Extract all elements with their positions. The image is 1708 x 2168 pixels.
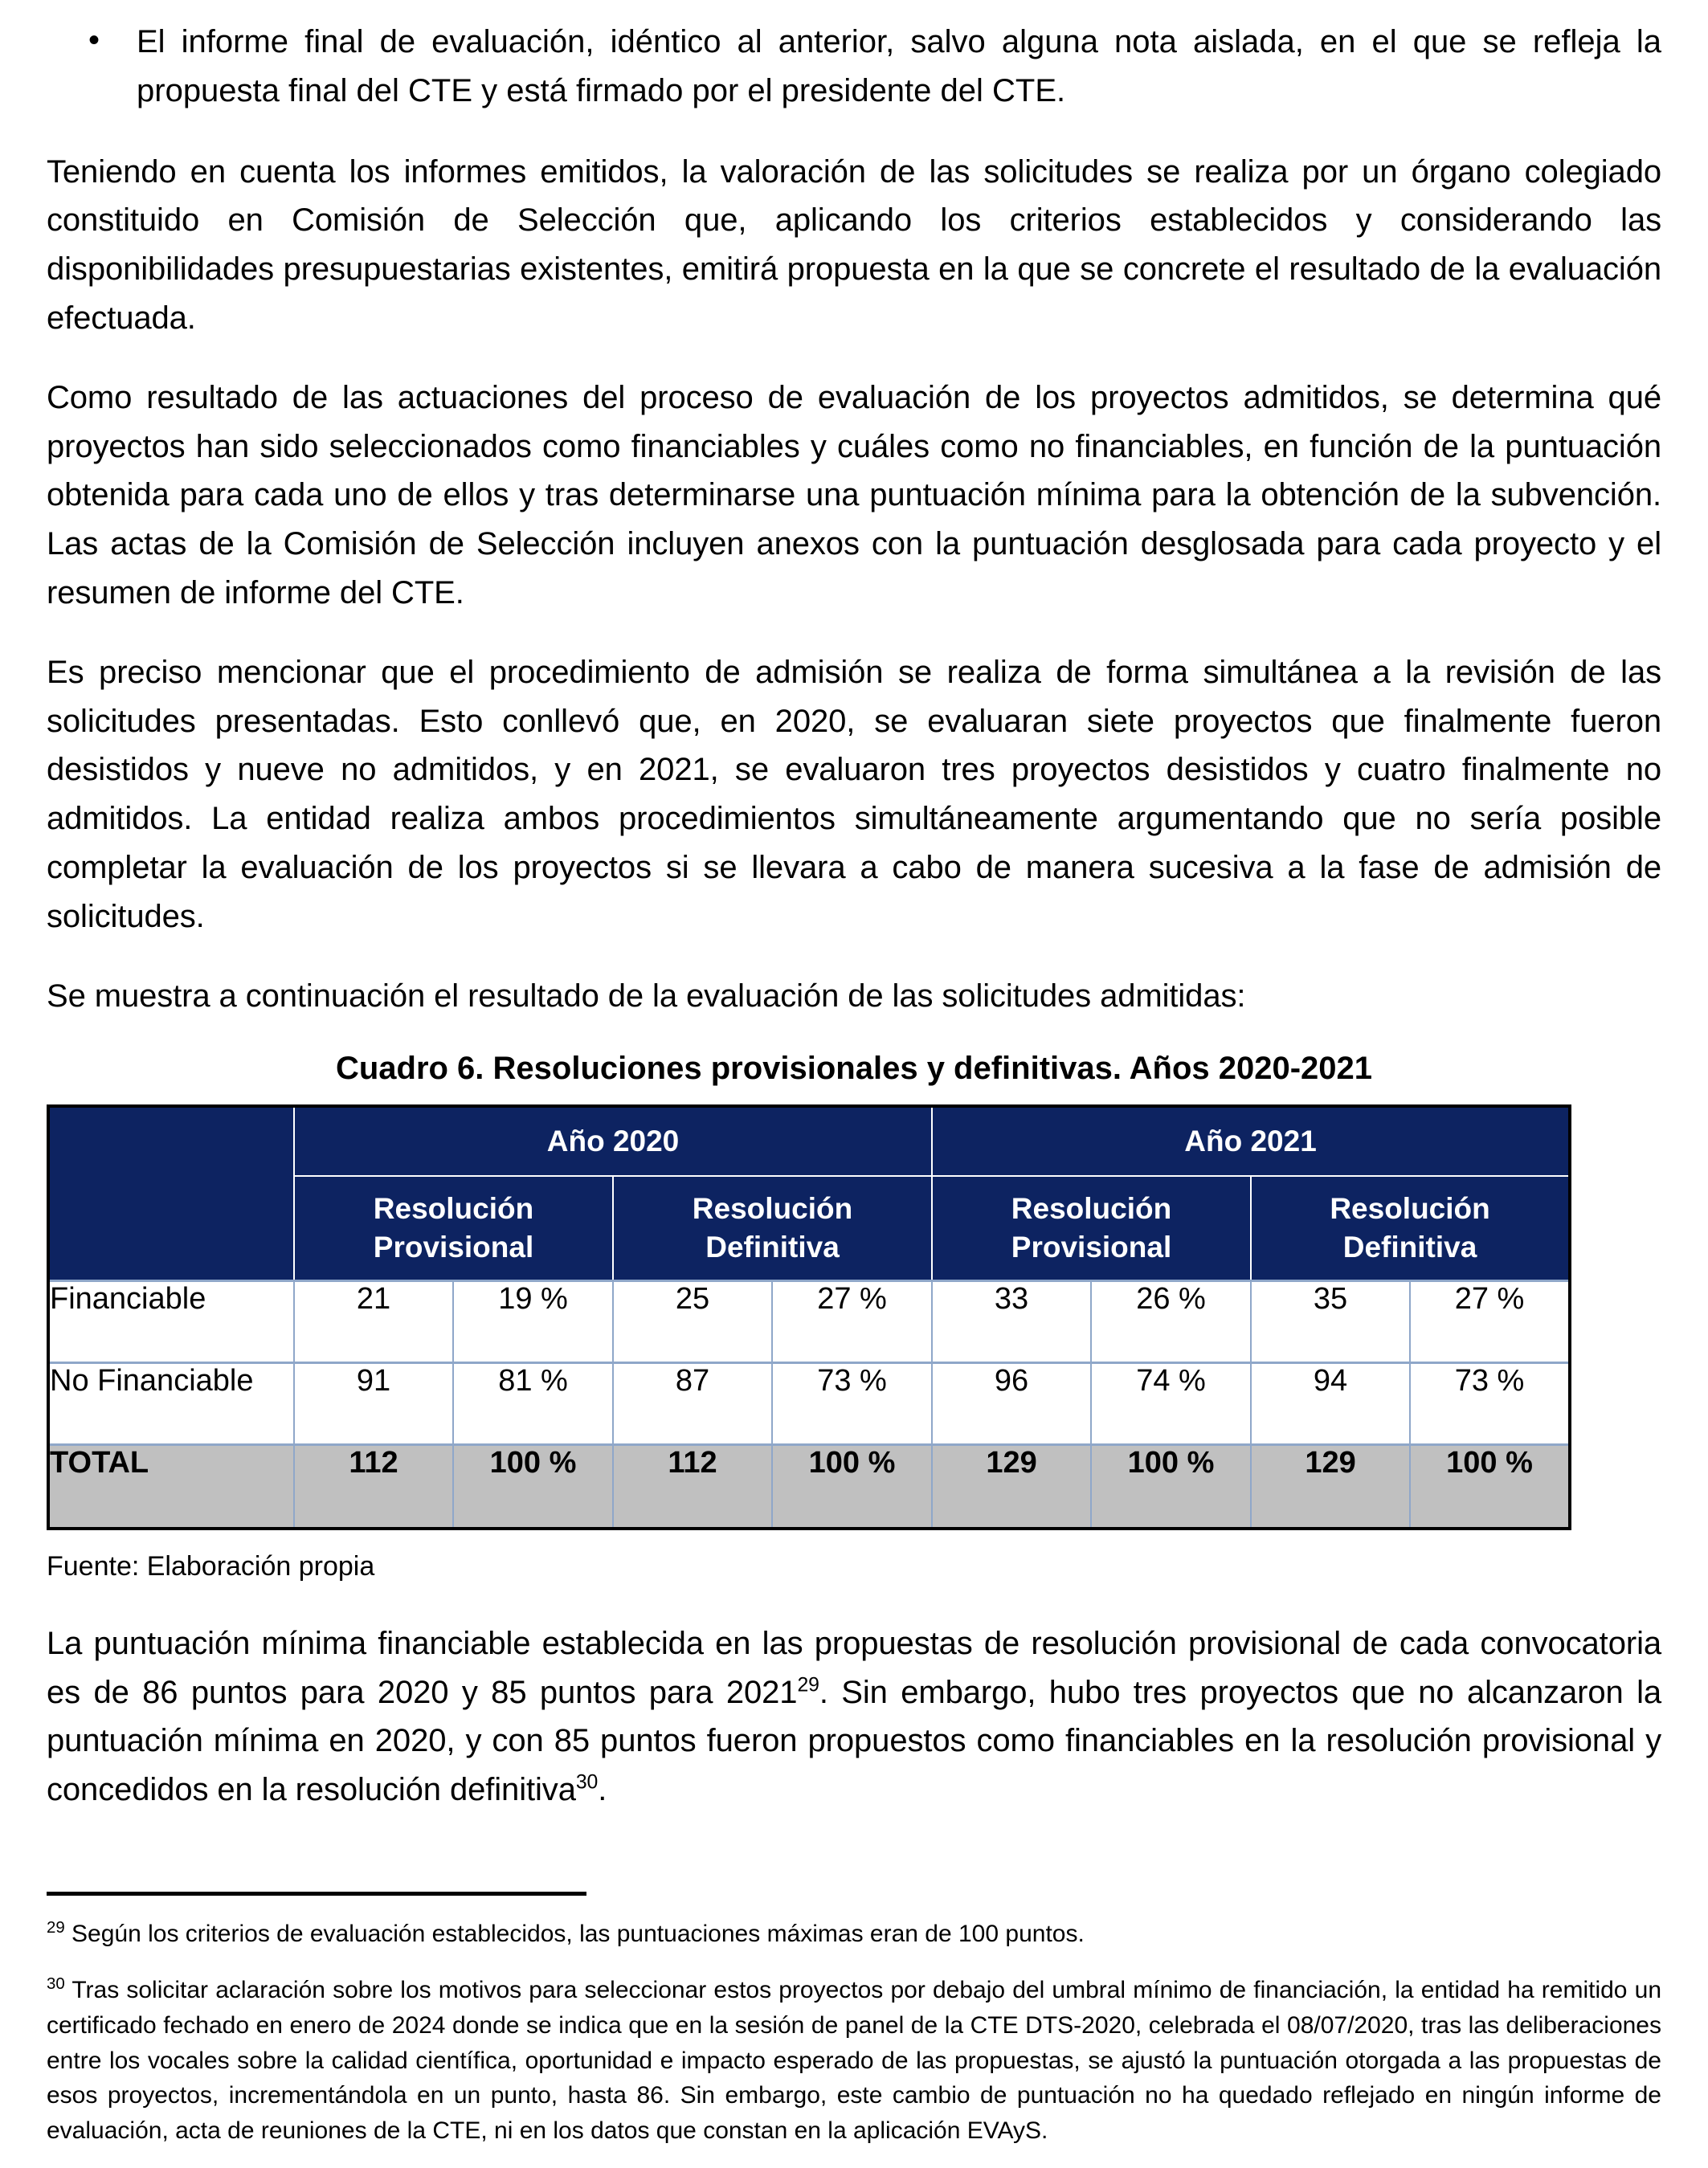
cell-financiable-2: 25 bbox=[613, 1281, 772, 1363]
paragraph-valoracion: Teniendo en cuenta los informes emitidos, la valoración de las solicitudes se realiza por un órgano colegiado constituido en Comisión de Selección que, aplicando los criterios establecidos y considerando las disponibilidades presupuestarias existentes, emitirá propuesta en la que se concrete el resultado de la evaluación efectuada. bbox=[47, 153, 1661, 336]
footnote-30 bbox=[47, 1973, 1661, 2149]
subheader-2021-provisional bbox=[932, 1176, 1251, 1281]
subheader-line-1: Resolución bbox=[373, 1192, 534, 1226]
cell-financiable-6: 35 bbox=[1251, 1281, 1410, 1363]
cell-financiable-7: 27 % bbox=[1410, 1281, 1570, 1363]
footnote-marker-30: 30 bbox=[47, 1975, 65, 1994]
paragraph-resultado-actuaciones: Como resultado de las actuaciones del proceso de evaluación de los proyectos admitidos, se determina qué proyectos han sido seleccionados como financiables y cuáles como no financiables, en función de la puntuación obtenida para cada uno de ellos y tras determinarse una puntuación mínima para la obtención de la subvención. Las actas de la Comisión de Selección incluyen anexos con la puntuación desglosada para cada proyecto y el resumen de informe del CTE. bbox=[47, 379, 1661, 610]
footnote-ref-30[interactable]: 30 bbox=[575, 1771, 599, 1794]
cell-no-financiable-3: 73 % bbox=[772, 1363, 932, 1445]
footnote-separator bbox=[47, 1892, 586, 1896]
cell-financiable-0: 21 bbox=[294, 1281, 453, 1363]
cell-no-financiable-7: 73 % bbox=[1410, 1363, 1570, 1445]
footnotes-section bbox=[47, 1892, 1661, 2149]
row-label-total: TOTAL bbox=[48, 1445, 294, 1529]
table-row-total bbox=[48, 1445, 1570, 1529]
table-body bbox=[48, 1281, 1570, 1529]
paragraph-text-part-1: La puntuación mínima financiable establecida en las propuestas de resolución provisional de cada convocatoria es de 86 puntos para 2020 y 85 puntos para 2021 bbox=[47, 1625, 1661, 1710]
subheader-line-2: Definitiva bbox=[1342, 1231, 1477, 1264]
footnote-29 bbox=[47, 1917, 1661, 1952]
table-header bbox=[48, 1106, 1570, 1281]
subheader-line-1: Resolución bbox=[692, 1192, 853, 1226]
cell-financiable-3: 27 % bbox=[772, 1281, 932, 1363]
footnote-text-29: Según los criterios de evaluación establecidos, las puntuaciones máximas eran de 100 puntos. bbox=[72, 1921, 1085, 1948]
footnote-ref-29[interactable]: 29 bbox=[797, 1674, 819, 1696]
table-row bbox=[48, 1363, 1570, 1445]
row-label-no-financiable: No Financiable bbox=[48, 1363, 294, 1445]
cell-no-financiable-4: 96 bbox=[932, 1363, 1091, 1445]
cell-total-5: 100 % bbox=[1091, 1445, 1251, 1529]
cell-total-1: 100 % bbox=[453, 1445, 613, 1529]
subheader-line-2: Provisional bbox=[373, 1231, 534, 1264]
cell-no-financiable-0: 91 bbox=[294, 1363, 453, 1445]
list-item: • El informe final de evaluación, idéntico al anterior, salvo alguna nota aislada, en el que se refleja la propuesta final del CTE y está firmado por el presidente del CTE. bbox=[47, 18, 1661, 116]
footnote-text-30: Tras solicitar aclaración sobre los motivos para seleccionar estos proyectos por debajo del umbral mínimo de financiación, la entidad ha remitido un certificado fechado en enero de 2024 donde se indica que en la sesión de panel de la CTE DTS-2020, celebrada el 08/07/2020, tras las deliberaciones entre los vocales sobre la calidad científica, oportunidad e impacto esperado de las propuestas, se ajustó la puntuación otorgada a las propuestas de esos proyectos, incrementándola en un punto, hasta 86. Sin embargo, este cambio de puntuación no ha quedado reflejado en ningún informe de evaluación, acta de reuniones de la CTE, ni en los datos que constan en la aplicación EVAyS. bbox=[47, 1977, 1662, 2145]
paragraph-text-part-2: . Sin embargo, hubo tres proyectos que no alcanzaron la puntuación mínima en 2020, y con 85 puntos fueron propuestos como financiables en la resolución provisional y concedidos en la resolución definitiva bbox=[47, 1674, 1662, 1808]
table-source: Fuente: Elaboración propia bbox=[47, 1550, 375, 1582]
corner-blank-cell bbox=[48, 1106, 294, 1281]
subheader-2020-definitiva bbox=[613, 1176, 932, 1281]
subheader-line-1: Resolución bbox=[1011, 1192, 1172, 1226]
table-row bbox=[48, 1281, 1570, 1363]
paragraph-text-part-3: . bbox=[598, 1772, 607, 1808]
footnote-marker-29: 29 bbox=[47, 1919, 65, 1937]
cell-total-2: 112 bbox=[613, 1445, 772, 1529]
subheader-line-2: Provisional bbox=[1011, 1231, 1172, 1264]
cell-total-7: 100 % bbox=[1410, 1445, 1570, 1529]
subheader-line-1: Resolución bbox=[1330, 1192, 1490, 1226]
subheader-2020-provisional bbox=[294, 1176, 613, 1281]
table-header-row-years bbox=[48, 1106, 1570, 1176]
cell-financiable-5: 26 % bbox=[1091, 1281, 1251, 1363]
cell-total-6: 129 bbox=[1251, 1445, 1410, 1529]
cell-total-0: 112 bbox=[294, 1445, 453, 1529]
resoluciones-table bbox=[47, 1104, 1571, 1530]
cell-no-financiable-2: 87 bbox=[613, 1363, 772, 1445]
table-container bbox=[47, 1104, 1661, 1530]
year-group-2021: Año 2021 bbox=[932, 1106, 1570, 1176]
cell-total-4: 129 bbox=[932, 1445, 1091, 1529]
cell-total-3: 100 % bbox=[772, 1445, 932, 1529]
paragraph-intro-tabla: Se muestra a continuación el resultado de la evaluación de las solicitudes admitidas: bbox=[47, 978, 1246, 1014]
paragraph-procedimiento-admision: Es preciso mencionar que el procedimiento de admisión se realiza de forma simultánea a la revisión de las solicitudes presentadas. Esto conllevó que, en 2020, se evaluaran siete proyectos que finalmente fueron desistidos y nueve no admitidos, y en 2021, se evaluaron tres proyectos desistidos y cuatro finalmente no admitidos. La entidad realiza ambos procedimientos simultáneamente argumentando que no sería posible completar la evaluación de los proyectos si se llevara a cabo de manera sucesiva a la fase de admisión de solicitudes. bbox=[47, 654, 1661, 934]
bullet-list bbox=[47, 18, 1661, 116]
year-group-2020: Año 2020 bbox=[294, 1106, 932, 1176]
cell-no-financiable-5: 74 % bbox=[1091, 1363, 1251, 1445]
cell-financiable-4: 33 bbox=[932, 1281, 1091, 1363]
subheader-line-2: Definitiva bbox=[705, 1231, 840, 1264]
cell-financiable-1: 19 % bbox=[453, 1281, 613, 1363]
paragraph-puntuacion-minima bbox=[47, 1619, 1661, 1815]
subheader-2021-definitiva bbox=[1251, 1176, 1570, 1281]
cell-no-financiable-1: 81 % bbox=[453, 1363, 613, 1445]
cell-no-financiable-6: 94 bbox=[1251, 1363, 1410, 1445]
row-label-financiable: Financiable bbox=[48, 1281, 294, 1363]
table-caption: Cuadro 6. Resoluciones provisionales y definitivas. Años 2020-2021 bbox=[335, 1051, 1373, 1087]
